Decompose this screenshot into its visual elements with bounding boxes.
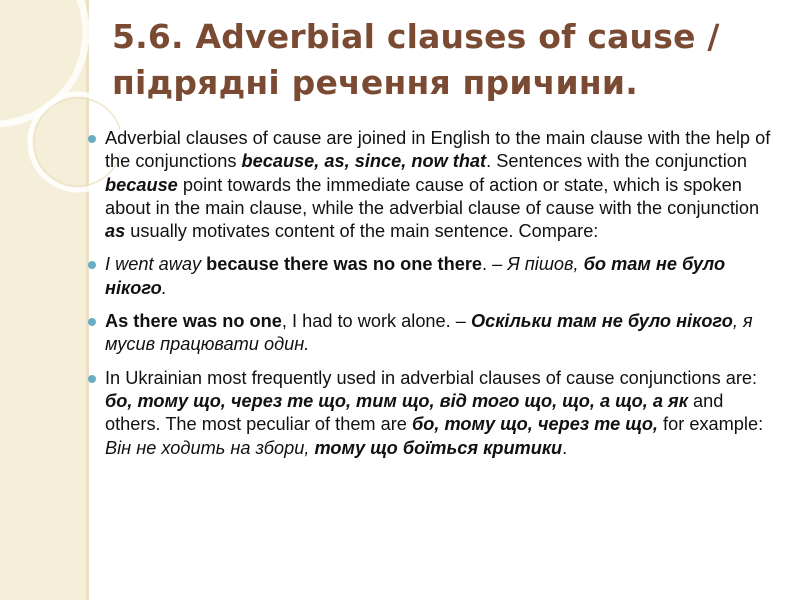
bullet-item	[88, 310, 778, 357]
text-segment: тому що боїться критики	[314, 437, 563, 458]
text-segment: point towards the immediate cause of action or state, which is spoken about in the main clause, while the adverbial clause of cause with the conjunction	[105, 174, 760, 218]
text-segment: .	[161, 277, 167, 298]
text-segment: for example:	[658, 414, 764, 435]
text-segment: . Sentences with the conjunction	[486, 151, 747, 172]
text-segment: and others. The most peculiar of them are	[105, 390, 724, 435]
text-segment: .	[562, 437, 568, 458]
bullet-item	[88, 127, 778, 243]
text-segment: Adverbial clauses of cause are joined in English to the main clause with the help of the conjunctions	[105, 128, 771, 172]
text-segment: бо, тому що, через те що, тим що, від того що, що, а що, а як	[105, 390, 688, 411]
bullet-list	[88, 127, 778, 470]
text-segment: I went away	[105, 254, 207, 275]
title-line-1: 5.6. Adverbial clauses of cause /	[112, 17, 720, 56]
text-segment: бо, тому що, через те що,	[411, 414, 658, 435]
decor-circle-large	[0, 0, 86, 124]
text-segment: usually motivates content of the main sentence. Compare:	[125, 221, 599, 242]
bullet-dot-icon	[88, 261, 96, 269]
bullet-dot-icon	[88, 318, 96, 326]
text-segment: As there was no one	[105, 311, 282, 332]
text-segment: Я пішов,	[507, 254, 584, 275]
text-segment: because there was no one there	[206, 254, 483, 275]
title-line-2: підрядні речення причини.	[112, 63, 638, 102]
text-segment: Він не ходить на збори,	[105, 437, 315, 458]
text-segment: because, as, since, now that	[241, 151, 487, 172]
bullet-item	[88, 367, 778, 460]
text-segment: , I had to work alone. –	[281, 311, 471, 332]
text-segment: as	[105, 221, 126, 242]
text-segment: бо там не було нікого	[105, 254, 726, 298]
bullet-dot-icon	[88, 135, 96, 143]
text-segment: because	[105, 174, 178, 195]
text-segment: Оскільки там не було нікого	[470, 311, 733, 332]
text-segment: , я мусив працювати один.	[105, 311, 753, 355]
bullet-dot-icon	[88, 375, 96, 383]
text-segment: . –	[482, 254, 508, 275]
bullet-item	[88, 253, 778, 300]
text-segment: In Ukrainian most frequently used in adverbial clauses of cause conjunctions are:	[105, 367, 758, 388]
slide-title	[112, 14, 792, 106]
